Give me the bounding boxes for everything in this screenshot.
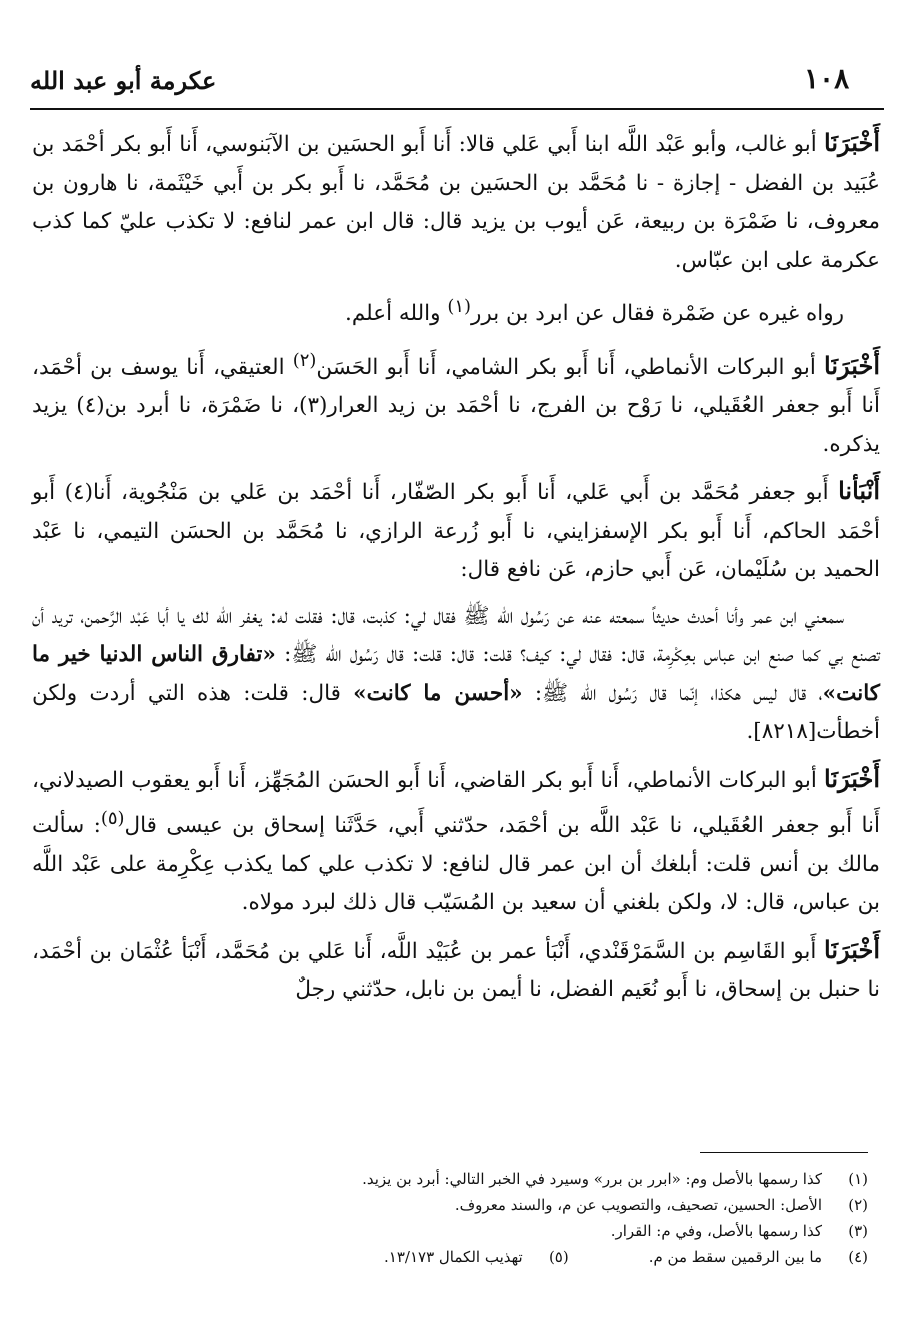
page-number: ١٠٨ bbox=[804, 62, 850, 95]
paragraph bbox=[32, 288, 880, 334]
footnote bbox=[50, 1166, 868, 1192]
paragraph-text: أبو غالب، وأبو عَبْد اللَّه ابنا أَبي عَلي قالا: أَنا أَبو الحسَين بن الآبَنوسي، أَنا أَبو بكر أحْمَد بن عُبَيد بن الفضل - إجازة - نا مُحَمَّد بن الحسَين بن مُحَمَّد، نا أَبو بكر بن أَبي خَيْثَمة، نا هارون بن معروف، نا ضَمْرَة بن ربيعة، عَن أيوب بن يزيد قال: قال ابن عمر لنافع: لا تكذب عليّ كما كذب عكرمة على ابن عبّاس. bbox=[32, 132, 880, 273]
footnote-text: الأصل: الحسين، تصحيف، والتصويب عن م، والسند معروف. bbox=[454, 1196, 822, 1214]
footnote-ref: (١) bbox=[447, 296, 471, 317]
paragraph bbox=[32, 124, 880, 280]
paragraph-text: سمعني ابن عمر وأنا أحدث حديثاً سمعته عنه عن رَسُول الله ﷺ فقال لي: كذبت، قال: فقلت له: يغفر الله لك يا أبا عَبْد الرَّحمن، تريد أن تصنع بي كما صنع ابن عباس بعِكْرِمة، قال: فقال لي: كيف؟ قلت: قال: قلت: قال رَسُول الله ﷺ: bbox=[32, 603, 880, 668]
hadith-quote: «أحسن ما كانت» bbox=[353, 680, 523, 706]
paragraph-lead-word: أَخْبَرَنَا bbox=[824, 934, 880, 964]
running-title: عكرمة أبو عبد الله bbox=[30, 66, 217, 95]
footnote-number: (١) bbox=[848, 1170, 868, 1188]
paragraph bbox=[32, 931, 880, 1010]
footnote bbox=[384, 1244, 569, 1270]
page-header bbox=[30, 62, 884, 110]
paragraph-text-after: : سألت مالك بن أنس قلت: أبلغك أن ابن عمر قال لنافع: لا تكذب علي كما يكذب عِكْرِمة على عَبْد اللَّه بن عباس، قال: لا، ولكن بلغني أن سعيد بن المُسَيّب قال ذلك لبرد مولاه. bbox=[32, 813, 880, 916]
paragraph-text: أبو البركات الأنماطي، أَنا أَبو بكر الشامي، أَنا أَبو الحَسَن bbox=[316, 354, 825, 380]
paragraph-lead-word: أَخْبَرَنَا bbox=[824, 350, 880, 380]
footnote-separator bbox=[700, 1152, 868, 1153]
footnote-text: كذا رسمها بالأصل وم: «ابرر بن برر» وسيرد في الخبر التالي: أبرد بن يزيد. bbox=[362, 1170, 822, 1188]
footnote-ref: (٥) bbox=[100, 808, 125, 830]
paragraph-lead-word: أَخْبَرَنَا bbox=[824, 128, 880, 157]
paragraph-text: رواه غيره عن ضَمْرة فقال عن ابرد بن برر bbox=[470, 301, 844, 327]
paragraph-text-after: العتيقي، أَنا يوسف بن أحْمَد، أَنا أَبو جعفر العُقَيلي، نا رَوْح بن الفرج، نا أحْمَد بن زيد العرار(٣)، نا ضَمْرَة، نا أبرد بن(٤) يزيد يذكره. bbox=[32, 354, 880, 457]
paragraph bbox=[32, 760, 880, 923]
footnote bbox=[50, 1192, 868, 1218]
hadith-quote: «تفارق الناس الدنيا خير ما كانت» bbox=[32, 642, 880, 706]
footnote-text: كذا رسمها بالأصل، وفي م: القرار. bbox=[610, 1222, 822, 1240]
footnote-ref: (٢) bbox=[292, 349, 317, 371]
footnote-number: (٥) bbox=[548, 1248, 569, 1266]
footnote-number: (٤) bbox=[848, 1248, 868, 1266]
paragraph-text-mid: ، قال ليس هكذا، إنّما قال رَسُول الله ﷺ: bbox=[522, 680, 823, 706]
paragraph-lead-word: أَنْبَأنا bbox=[838, 476, 881, 506]
header-rule bbox=[30, 108, 884, 110]
paragraph-text: أَبو جعفر مُحَمَّد بن أَبي عَلي، أَنا أَبو بكر الصّفّار، أَنا أحْمَد بن عَلي بن مَنْجُوية، أَنا(٤) أَبو أحْمَد الحاكم، أَنا أَبو بكر الإسفزايني، نا أَبو زُرعة الرازي، نا مُحَمَّد بن الحسَن التيمي، نا عَبْد الحميد بن سُلَيْمان، عَن أَبي حازم، عَن نافع قال: bbox=[32, 480, 880, 583]
paragraph bbox=[32, 598, 880, 752]
footnote-text: تهذيب الكمال ١٣/١٧٣. bbox=[384, 1248, 523, 1266]
footnote-number: (٣) bbox=[848, 1222, 868, 1240]
footnote bbox=[50, 1218, 868, 1244]
paragraph-text-after: والله أعلم. bbox=[345, 301, 448, 327]
footnotes bbox=[50, 1166, 868, 1270]
paragraph-text: أبو البركات الأنماطي، أَنا أَبو بكر القاضي، أَنا أَبو الحسَن المُجَهِّز، أَنا أَبو يعقوب الصيدلاني، أَنا أَبو جعفر العُقَيلي، نا عَبْد اللَّه بن أحْمَد، حدّثني أَبي، حَدَّثَنا إسحاق بن عيسى قال bbox=[32, 767, 880, 839]
main-text bbox=[32, 124, 880, 1018]
footnote-number: (٢) bbox=[848, 1196, 868, 1214]
paragraph-lead-word: أَخْبَرَنَا bbox=[824, 763, 880, 793]
footnote-row bbox=[50, 1244, 868, 1270]
footnote bbox=[649, 1244, 868, 1270]
paragraph bbox=[32, 472, 880, 590]
paragraph-text: أَبو القَاسِم بن السَّمَرْقَنْدي، أَنْبَأ عمر بن عُبَيْد اللَّه، أَنا عَلي بن مُحَمَّد، أَنْبَأ عُثْمَان بن أحْمَد، نا حنبل بن إسحاق، نا أَبو نُعَيم الفضل، نا أيمن بن نابل، حدّثني رجلٌ bbox=[32, 938, 880, 1003]
paragraph bbox=[32, 342, 880, 465]
paragraph-text-after: قال: قلت: هذه التي أردت ولكن أخطأت[٨٢١٨]. bbox=[32, 680, 880, 745]
footnote-text: ما بين الرقمين سقط من م. bbox=[648, 1248, 822, 1266]
